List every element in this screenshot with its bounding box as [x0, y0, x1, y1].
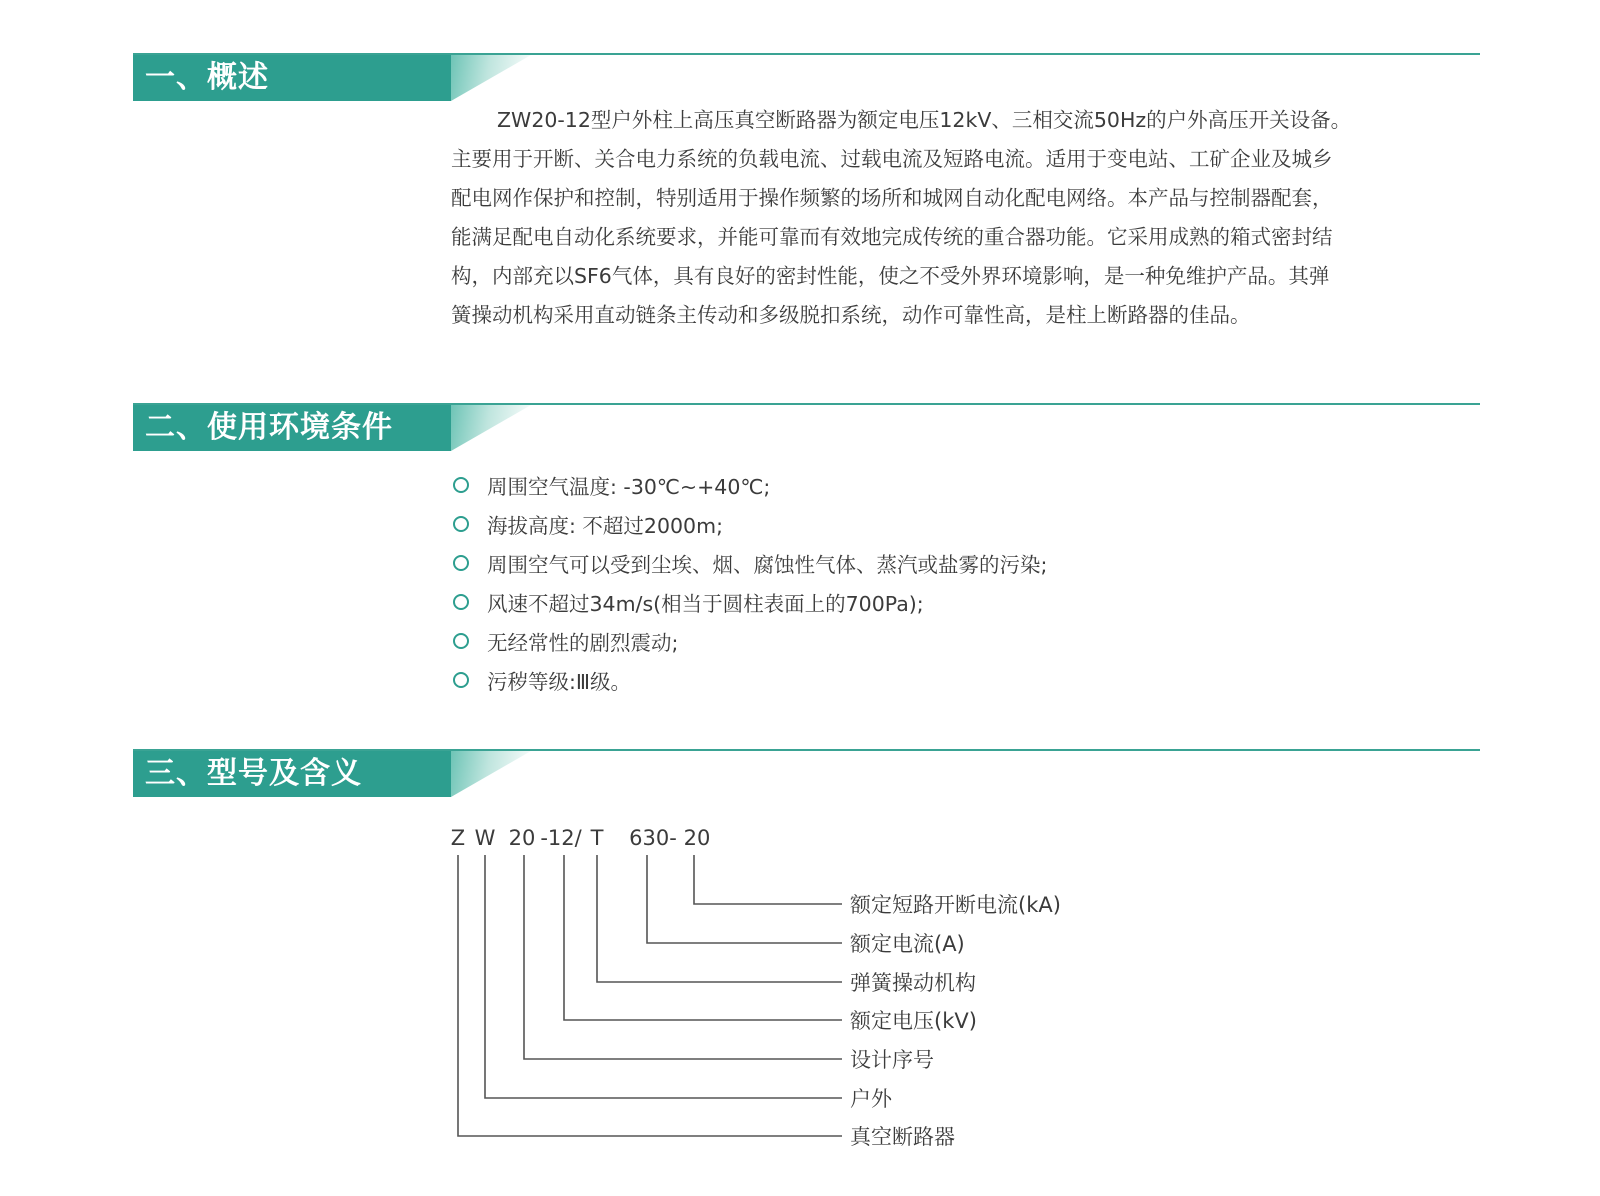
- list-item-text: 风速不超过34m/s(相当于圆柱表面上的700Pa);: [487, 591, 924, 616]
- model-code-part: Z: [450, 826, 466, 850]
- model-meaning-label: 额定短路开断电流(kA): [850, 893, 1061, 917]
- section-title-environment: 二、使用环境条件: [133, 405, 451, 451]
- model-meaning-label: 真空断路器: [850, 1125, 955, 1149]
- connector-line: [647, 855, 842, 943]
- model-code-part: T: [590, 826, 604, 850]
- list-item-text: 海拔高度: 不超过2000m;: [487, 513, 723, 538]
- model-code-part: 20: [683, 826, 711, 850]
- list-item-text: 污秽等级:Ⅲ级。: [487, 669, 632, 694]
- overview-line: 配电网作保护和控制，特别适用于操作频繁的场所和城网自动化配电网络。本产品与控制器配套，: [451, 186, 1333, 210]
- model-code-part: -12/: [540, 826, 582, 850]
- list-item-text: 周围空气温度: -30℃~+40℃;: [487, 474, 771, 499]
- model-meaning-label: 弹簧操动机构: [850, 971, 976, 995]
- model-meaning-label: 设计序号: [850, 1048, 934, 1072]
- model-code-part: W: [474, 826, 496, 850]
- model-meaning-label: 户外: [850, 1087, 892, 1111]
- connector-line: [485, 855, 842, 1098]
- overview-line: 主要用于开断、关合电力系统的负载电流、过载电流及短路电流。适用于变电站、工矿企业及城乡: [451, 147, 1333, 171]
- connector-line: [524, 855, 842, 1059]
- connector-line: [564, 855, 842, 1020]
- model-meaning-label: 额定电流(A): [850, 932, 965, 956]
- overview-line: ZW20-12型户外柱上高压真空断路器为额定电压12kV、三相交流50Hz的户外高压开关设备。: [497, 108, 1352, 132]
- model-meaning-label: 额定电压(kV): [850, 1009, 977, 1033]
- overview-line: 簧操动机构采用直动链条主传动和多级脱扣系统，动作可靠性高，是柱上断路器的佳品。: [451, 303, 1251, 327]
- model-code-part: 630-: [629, 826, 677, 850]
- list-item-text: 周围空气可以受到尘埃、烟、腐蚀性气体、蒸汽或盐雾的污染;: [487, 552, 1048, 577]
- connector-line: [458, 855, 842, 1136]
- list-item-text: 无经常性的剧烈震动;: [487, 630, 679, 655]
- overview-line: 能满足配电自动化系统要求，并能可靠而有效地完成传统的重合器功能。它采用成熟的箱式密封结: [451, 225, 1333, 249]
- connector-line: [597, 855, 842, 982]
- overview-line: 构，内部充以SF6气体，具有良好的密封性能，使之不受外界环境影响，是一种免维护产品。其弹: [451, 264, 1330, 288]
- model-code-part: 20: [508, 826, 536, 850]
- section-title-overview: 一、概述: [133, 55, 451, 101]
- section-title-model: 三、型号及含义: [133, 751, 451, 797]
- connector-line: [694, 855, 842, 904]
